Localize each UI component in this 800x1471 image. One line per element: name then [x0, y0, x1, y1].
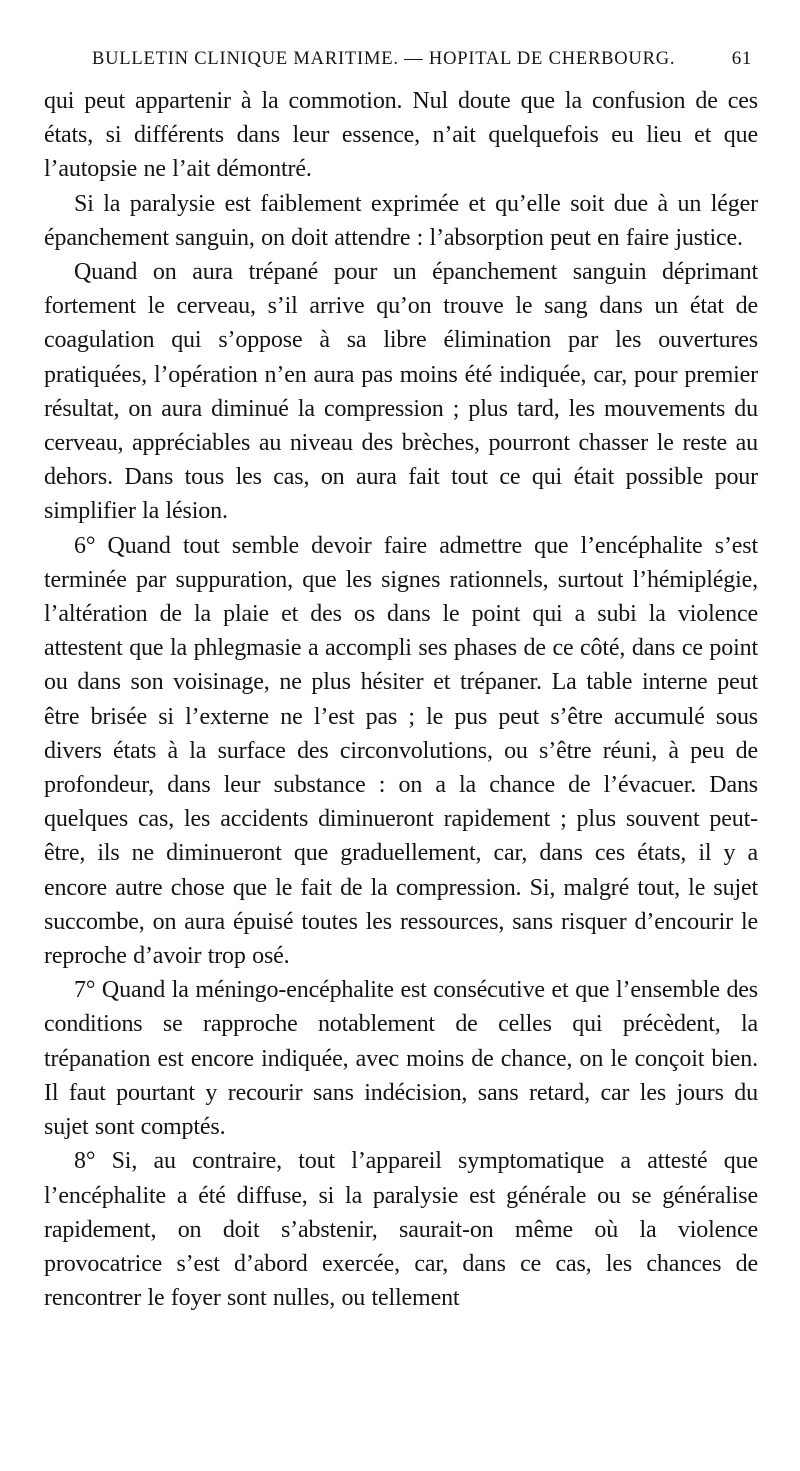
document-page — [44, 34, 758, 1315]
paragraph: Si la paralysie est faiblement exprimée et qu’elle soit due à un léger épanchement sanguin, on doit attendre : l’absorption peut en faire justice. — [44, 190, 758, 251]
paragraph: 7° Quand la méningo-encéphalite est consécutive et que l’ensemble des conditions se rapproche notablement de celles qui précèdent, la trépanation est encore indiquée, avec moins de chance, on le conçoit bien. Il faut pourtant y recourir sans indécision, sans retard, car les jours du sujet sont comptés. — [44, 977, 758, 1141]
body-text — [44, 84, 758, 1315]
paragraph: Quand on aura trépané pour un épanchement sanguin déprimant fortement le cerveau, s’il arrive qu’on trouve le sang dans un état de coagulation qui s’oppose à sa libre élimination par les ouvertures pratiquées, l’opération n’en aura pas moins été indiquée, car, pour premier résultat, on aura diminué la compression ; plus tard, les mouvements du cerveau, appréciables au niveau des brèches, pourront chasser le reste au dehors. Dans tous les cas, on aura fait tout ce qui était possible pour simplifier la lésion. — [44, 259, 758, 525]
running-title: BULLETIN CLINIQUE MARITIME. — HOPITAL DE CHERBOURG. — [92, 49, 676, 69]
page-number: 61 — [731, 48, 752, 69]
paragraph: 6° Quand tout semble devoir faire admettre que l’encéphalite s’est terminée par suppuration, que les signes rationnels, surtout l’hémiplégie, l’altération de la plaie et des os dans le point qui a subi la violence attestent que la phlegmasie a accompli ses phases de ce côté, dans ce point ou dans son voisinage, ne plus hésiter et trépaner. La table interne peut être brisée si l’externe ne l’est pas ; le pus peut s’être accumulé sous divers états à la surface des circonvolutions, ou s’être réuni, à peu de profondeur, dans leur substance : on a la chance de l’évacuer. Dans quelques cas, les accidents diminueront rapidement ; plus souvent peut-être, ils ne diminueront que graduellement, car, dans ces états, il y a encore autre chose que le fait de la compression. Si, malgré tout, le sujet succombe, on aura épuisé toutes les ressources, sans risquer d’encourir le reproche d’avoir trop osé. — [44, 532, 758, 970]
paragraph: 8° Si, au contraire, tout l’appareil symptomatique a attesté que l’encéphalite a été diffuse, si la paralysie est générale ou se généralise rapidement, on doit s’abstenir, saurait-on même où la violence provocatrice s’est d’abord exercée, car, dans ce cas, les chances de rencontrer le foyer sont nulles, ou tellement — [44, 1148, 758, 1312]
running-header — [44, 34, 758, 84]
paragraph: qui peut appartenir à la commotion. Nul doute que la confusion de ces états, si différents dans leur essence, n’ait quelquefois eu lieu et que l’autopsie ne l’ait démontré. — [44, 88, 758, 183]
